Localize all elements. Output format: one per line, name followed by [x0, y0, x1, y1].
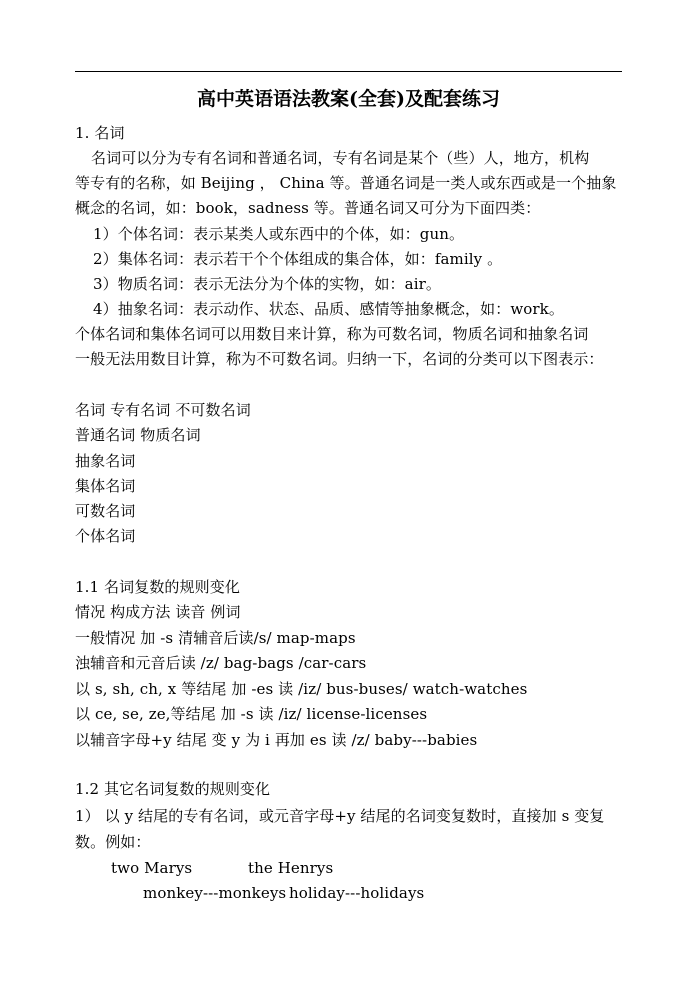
category-material: 3）物质名词：表示无法分为个体的实物，如：air。 — [93, 275, 441, 293]
example-monkeys: monkey---monkeys — [143, 884, 287, 902]
category-individual: 1）个体名词：表示某类人或东西中的个体，如：gun。 — [93, 225, 465, 243]
header-rule — [75, 71, 622, 72]
diagram-line-3: 抽象名词 — [75, 452, 136, 470]
summary-line-2: 一般无法用数目计算，称为不可数名词。归纳一下，名词的分类可以下图表示： — [75, 350, 604, 368]
intro-line-1: 名词可以分为专有名词和普通名词，专有名词是某个（些）人，地方，机构 — [91, 149, 590, 167]
plural-rule-row: 以 ce, se, ze,等结尾 加 -s 读 /iz/ license-licenses — [75, 705, 428, 723]
intro-line-3: 概念的名词，如：book，sadness 等。普通名词又可分为下面四类： — [75, 199, 541, 217]
plural-rule-row: 以辅音字母+y 结尾 变 y 为 i 再加 es 读 /z/ baby---babies — [75, 731, 478, 749]
example-marys: two Marys — [111, 859, 193, 877]
section-heading-plural-rules: 1.1 名词复数的规则变化 — [75, 578, 240, 596]
diagram-line-2: 普通名词 物质名词 — [75, 426, 201, 444]
diagram-line-4: 集体名词 — [75, 477, 136, 495]
diagram-line-5: 可数名词 — [75, 502, 136, 520]
plural-rule-row: 浊辅音和元音后读 /z/ bag-bags /car-cars — [75, 654, 367, 672]
diagram-line-6: 个体名词 — [75, 527, 136, 545]
diagram-line-1: 名词 专有名词 不可数名词 — [75, 401, 251, 419]
category-abstract: 4）抽象名词：表示动作、状态、品质、感情等抽象概念，如：work。 — [93, 300, 564, 318]
plural-rule-row: 以 s, sh, ch, x 等结尾 加 -es 读 /iz/ bus-buses/ watch-watches — [75, 680, 528, 698]
plural-table-header: 情况 构成方法 读音 例词 — [75, 603, 241, 621]
section-heading-other-plural-rules: 1.2 其它名词复数的规则变化 — [75, 780, 271, 798]
summary-line-1: 个体名词和集体名词可以用数目来计算，称为可数名词，物质名词和抽象名词 — [75, 325, 589, 343]
category-collective: 2）集体名词：表示若干个个体组成的集合体，如：family 。 — [93, 250, 503, 268]
intro-line-2: 等专有的名称，如 Beijing ， China 等。普通名词是一类人或东西或是一个抽象 — [75, 174, 617, 192]
document-title: 高中英语语法教案(全套)及配套练习 — [197, 88, 500, 110]
plural-rule-row: 一般情况 加 -s 清辅音后读/s/ map-maps — [75, 629, 356, 647]
section-heading-nouns: 1. 名词 — [75, 124, 125, 142]
example-henrys: the Henrys — [248, 859, 334, 877]
example-holidays: holiday---holidays — [289, 884, 425, 902]
rule1-line-1: 1） 以 y 结尾的专有名词，或元音字母+y 结尾的名词变复数时，直接加 s 变复 — [75, 807, 605, 825]
rule1-line-2: 数。例如： — [75, 833, 151, 851]
